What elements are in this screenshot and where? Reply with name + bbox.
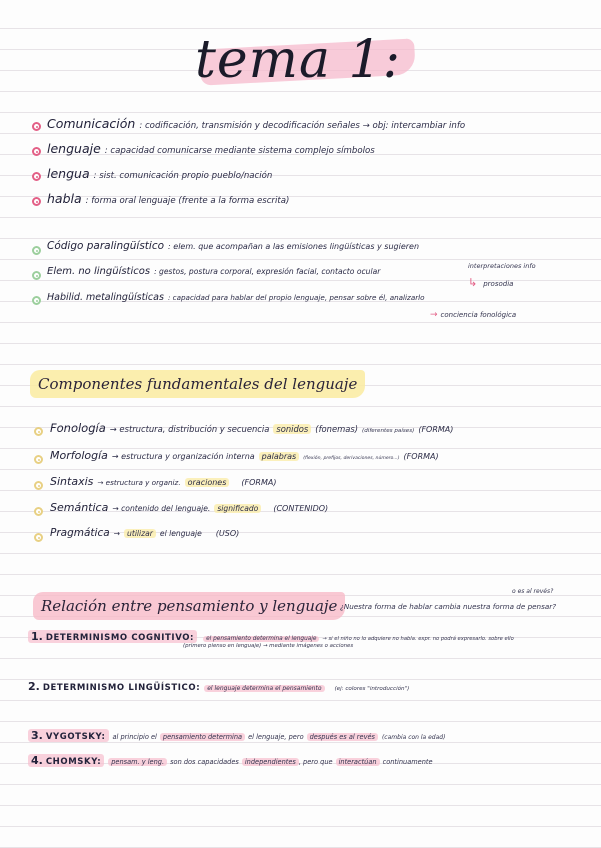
bullet-icon [32,122,41,131]
term: Sintaxis [50,475,94,488]
highlight: utilizar [124,529,156,538]
item-highlight-2: después es al revés [307,733,378,741]
definition: → estructura y organiz. [97,478,181,487]
page-title: tema 1: [195,30,402,90]
question-small: o es al revés? [512,588,554,595]
list-item [50,501,328,514]
item-number: 2. [28,680,40,693]
list-item [47,292,425,303]
item-text: son dos capacidades [170,758,239,766]
list-item [28,729,445,742]
list-item [47,191,289,206]
term: Fonología [50,421,106,435]
bullet-icon [32,172,41,181]
item-text-after: el lenguaje, pero [248,733,304,741]
extra: (fonemas) [315,424,359,434]
item-text: al principio el [112,733,157,741]
note-text: prosodia [483,280,514,288]
highlight: palabras [259,452,300,461]
heading-text: Relación entre pensamiento y lenguaje [33,592,345,620]
note-prosodia [468,276,513,289]
item-highlight: pensamiento determina [160,733,245,741]
item-text: → si el niño no lo adquiere no habla. expr. no podrá expresarlo. sobre ello [322,636,514,642]
tag: (USO) [215,529,240,538]
bullet-icon [34,455,43,464]
list-item [47,116,465,131]
highlight: oraciones [185,478,230,487]
definition: : codificación, transmisión y decodificación señales → obj: intercambiar info [139,121,466,131]
item-name: DETERMINISMO COGNITIVO: [45,633,195,643]
definition: : sist. comunicación propio pueblo/nación [93,171,273,181]
arrow-icon: → [430,310,438,320]
highlight: significado [214,504,261,513]
definition: : elem. que acompañan a las emisiones lingüísticas y sugieren [168,242,420,251]
arrow-icon: ↳ [468,276,478,289]
list-item [50,421,453,435]
item-text: (ej: colores "introducción") [334,686,410,692]
term: Morfología [50,449,108,462]
note-conciencia [430,310,516,320]
tiny-note: (diferentes países) [362,428,415,434]
item-highlight-3: interactúan [336,758,380,766]
item-number: 3. [31,729,43,742]
definition: : gestos, postura corporal, expresión facial, contacto ocular [154,267,381,276]
item-label [28,729,109,742]
list-item [47,141,375,156]
bullet-icon [32,197,41,206]
heading-text: Componentes fundamentales del lenguaje [30,370,365,398]
term: habla [47,191,82,206]
list-item [28,680,409,693]
bullet-icon [34,533,43,542]
definition: : forma oral lenguaje (frente a la forma escrita) [85,196,290,206]
item-text-2: (primero pienso en lenguaje) → mediante imágenes o acciones [183,643,354,649]
list-item [50,449,439,462]
term: Código paralingüístico [47,240,165,252]
question: ¿Nuestra forma de hablar cambia nuestra forma de pensar? [340,602,557,611]
item-name: CHOMSKY: [45,757,102,767]
item-text-after: , pero que [298,758,333,766]
tag: (CONTENIDO) [273,504,329,513]
section-heading-componentes [30,374,365,393]
definition: → estructura, distribución y secuencia [109,424,270,434]
list-item [47,240,419,252]
bullet-icon [32,296,41,305]
note-text: conciencia fonológica [440,311,517,319]
tag: (FORMA) [403,452,439,461]
term: lenguaje [47,141,101,156]
term: Habilid. metalingüísticas [47,292,164,303]
bullet-icon [34,427,43,436]
list-item [28,630,514,643]
item-label [28,754,104,767]
term: Elem. no lingüísticos [47,266,151,277]
note-interpretaciones: interpretaciones info [468,262,536,270]
bullet-icon [32,246,41,255]
extra: el lenguaje [159,529,202,538]
list-item [28,754,433,767]
list-item [50,475,276,488]
term: Comunicación [47,116,136,131]
list-item [47,166,272,181]
item-name: VYGOTSKY: [45,732,106,742]
bullet-icon [34,481,43,490]
bullet-icon [32,271,41,280]
item-label [28,630,197,643]
definition: → estructura y organización interna [111,452,255,461]
definition: : capacidad comunicarse mediante sistema complejo símbolos [104,146,375,156]
item-text-end: continuamente [382,758,433,766]
item-highlight: el pensamiento determina el lenguaje [203,636,319,642]
item-highlight: pensam. y leng. [108,758,167,766]
section-heading-relacion [33,596,345,615]
list-item [50,527,239,539]
item-text-end: (cambia con la edad) [381,734,446,741]
definition: → contenido del lenguaje. [112,504,211,513]
term: lengua [47,166,90,181]
highlight: sonidos [273,424,311,434]
term: Semántica [50,501,109,514]
tag: (FORMA) [418,425,454,434]
term: Pragmática [50,527,110,539]
list-item [47,266,380,277]
item-highlight: el lenguaje determina el pensamiento [204,685,324,692]
bullet-icon [34,507,43,516]
bullet-icon [32,147,41,156]
item-name: DETERMINISMO LINGÜÍSTICO: [42,683,201,693]
tag: (FORMA) [241,478,277,487]
tiny-note: (flexión, prefijos, derivaciones, número...) [303,456,400,461]
definition: : capacidad para hablar del propio lenguaje, pensar sobre él, analizarlo [167,293,425,302]
definition: → [113,529,121,538]
item-number: 1. [31,630,43,643]
item-highlight-2: independientes [242,758,299,766]
item-number: 4. [31,754,43,767]
